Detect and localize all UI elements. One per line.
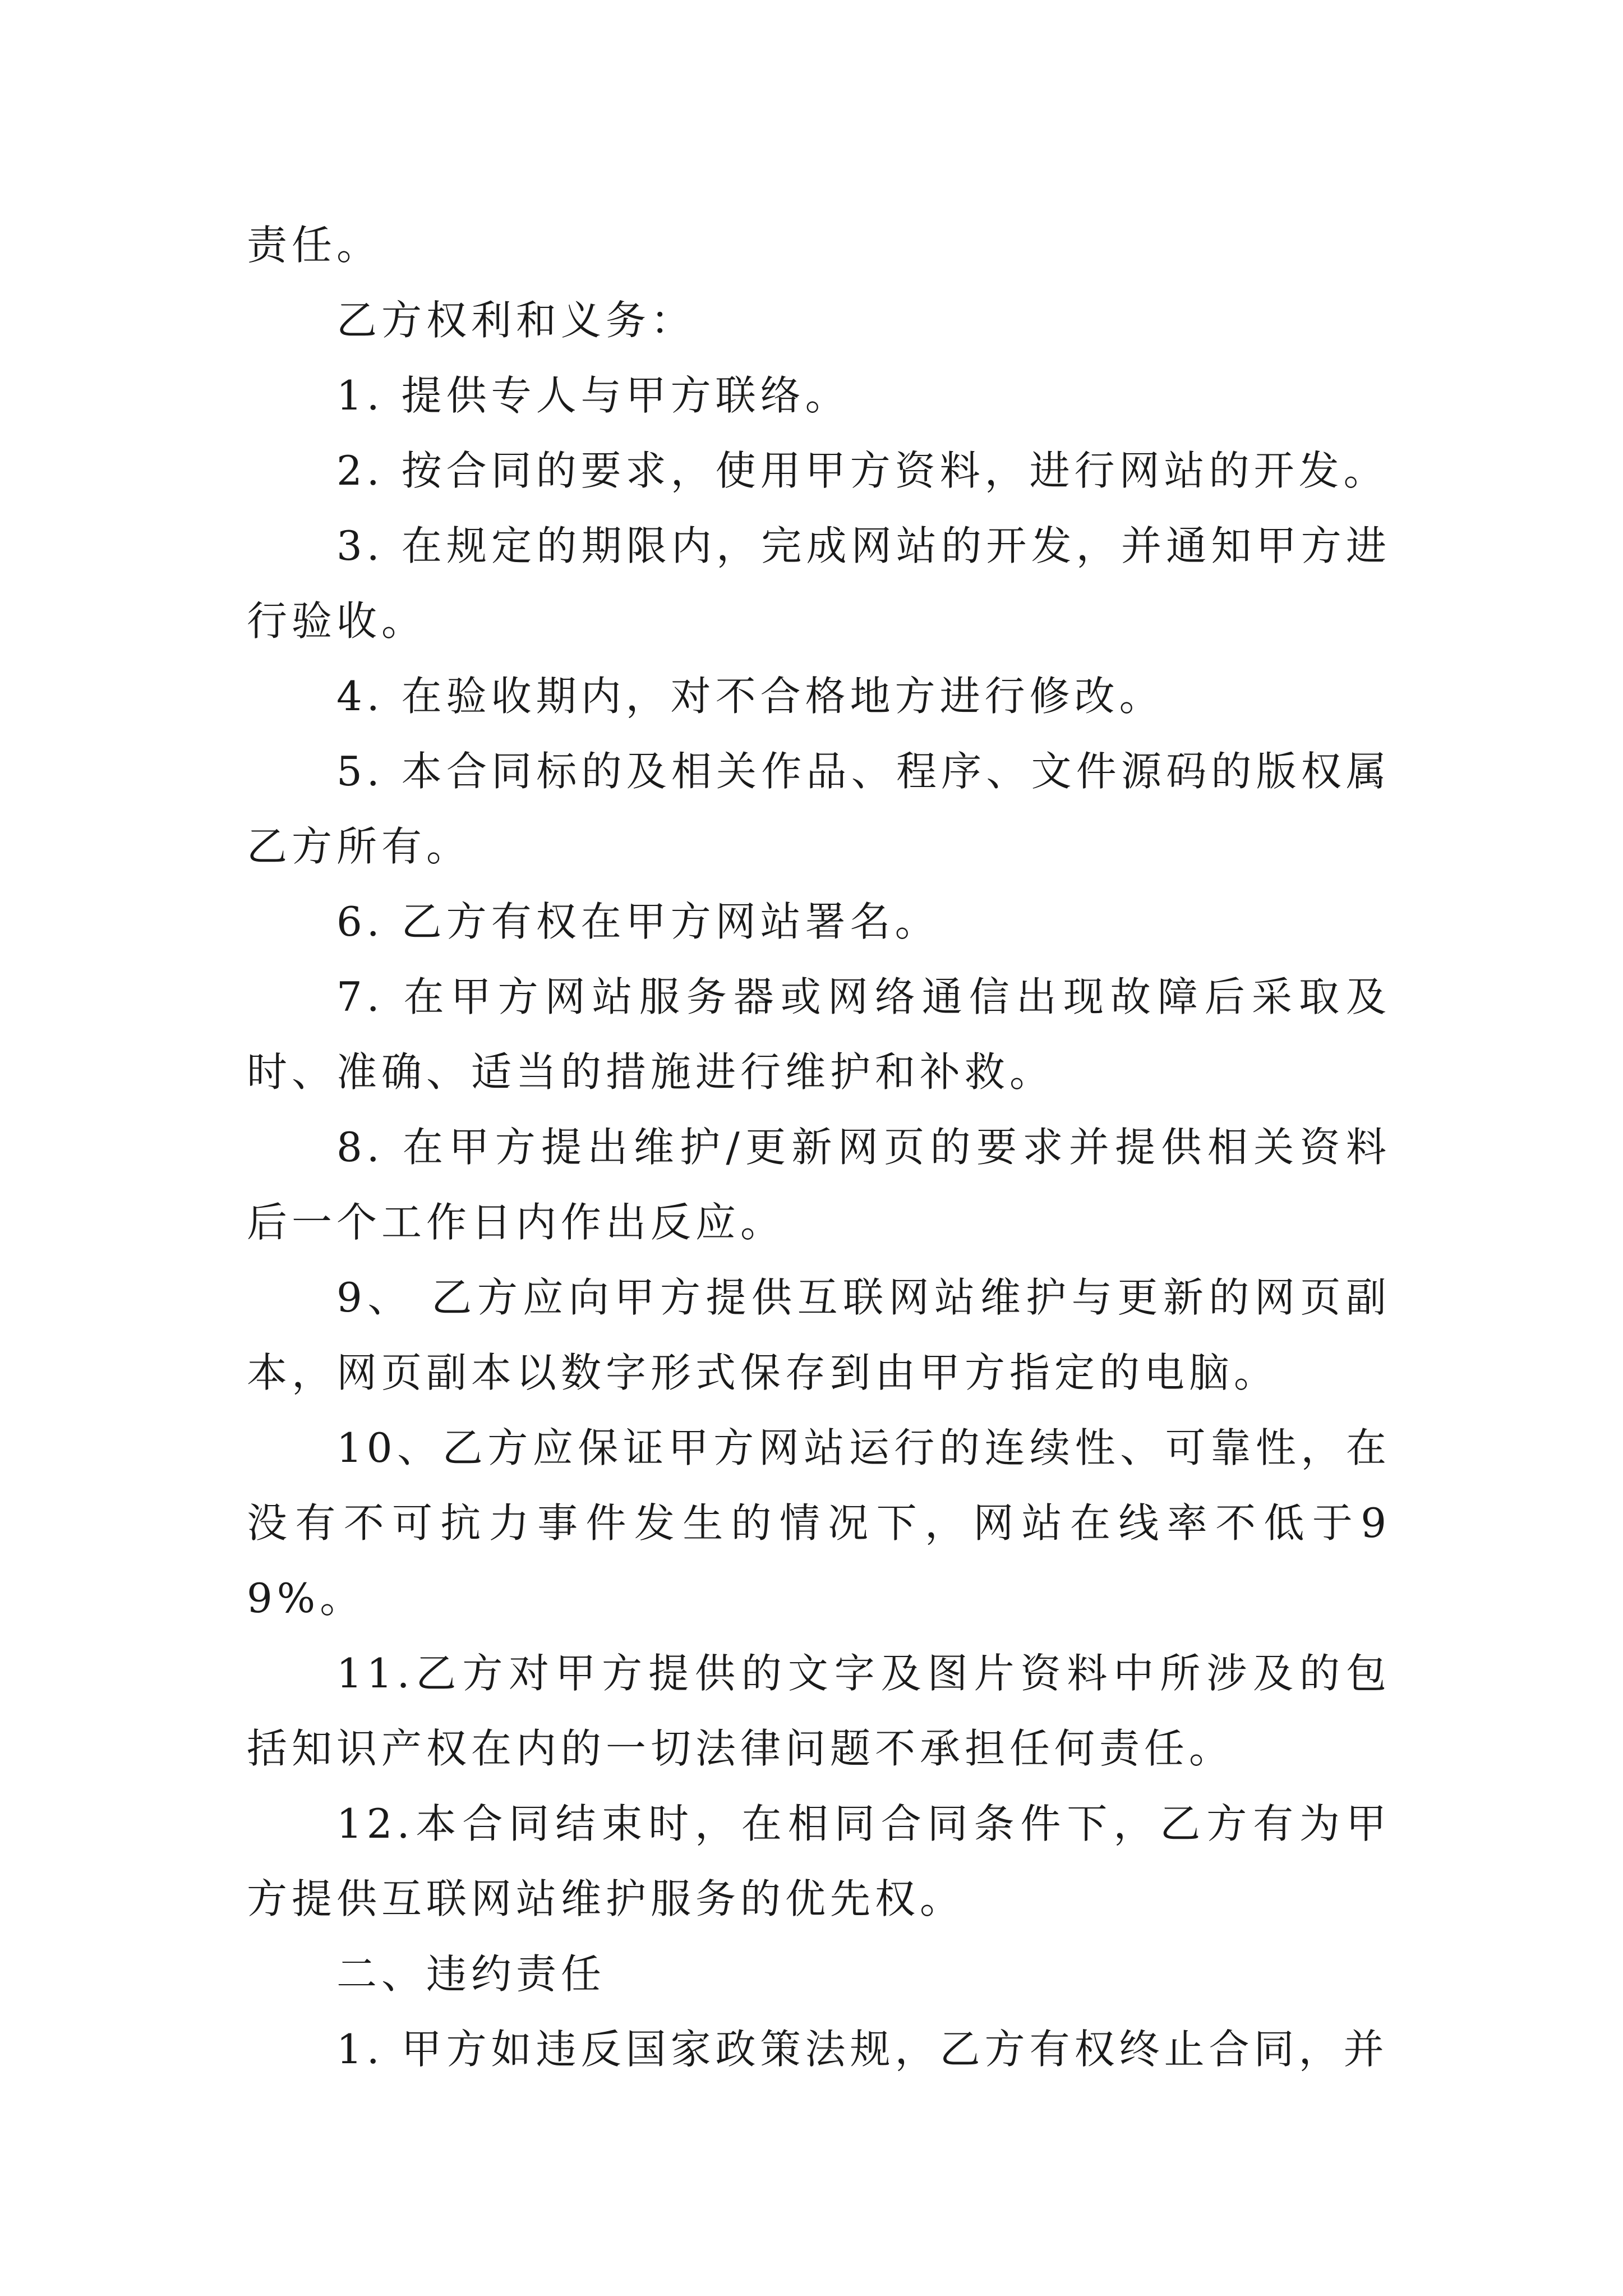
clause-6: 6. 乙方有权在甲方网站署名。	[336, 898, 940, 945]
section-heading-liability: 二、违约责任	[336, 1950, 606, 1998]
clause-7: 7. 在甲方网站服务器或网络通信出现故障后采取及时、准确、适当的措施进行维护和补救。	[247, 973, 1391, 1096]
clause-3: 3. 在规定的期限内，完成网站的开发，并通知甲方进行验收。	[247, 522, 1391, 645]
clause-12: 12.本合同结束时，在相同合同条件下，乙方有为甲方提供互联网站维护服务的优先权。	[247, 1800, 1391, 1922]
clause-2: 2. 按合同的要求，使用甲方资料，进行网站的开发。	[336, 447, 1389, 494]
document-body	[247, 208, 1391, 2087]
clause-8: 8. 在甲方提出维护/更新网页的要求并提供相关资料后一个工作日内作出反应。	[247, 1124, 1391, 1246]
liability-clause-1: 1. 甲方如违反国家政策法规，乙方有权终止合同，并	[336, 2026, 1389, 2073]
paragraph-1: 责任。	[247, 222, 382, 269]
clause-11: 11.乙方对甲方提供的文字及图片资料中所涉及的包括知识产权在内的一切法律问题不承担任何责任。	[247, 1650, 1391, 1772]
clause-1: 1. 提供专人与甲方联络。	[336, 372, 850, 419]
clause-4: 4. 在验收期内，对不合格地方进行修改。	[336, 673, 1164, 720]
clause-5: 5. 本合同标的及相关作品、程序、文件源码的版权属乙方所有。	[247, 748, 1391, 870]
clause-9: 9、 乙方应向甲方提供互联网站维护与更新的网页副本，网页副本以数字形式保存到由甲方指定的电脑。	[247, 1274, 1391, 1396]
clause-10: 10、乙方应保证甲方网站运行的连续性、可靠性，在没有不可抗力事件发生的情况下，网站在线率不低于99%。	[247, 1424, 1391, 1622]
section-heading-rights: 乙方权利和义务：	[336, 297, 696, 344]
